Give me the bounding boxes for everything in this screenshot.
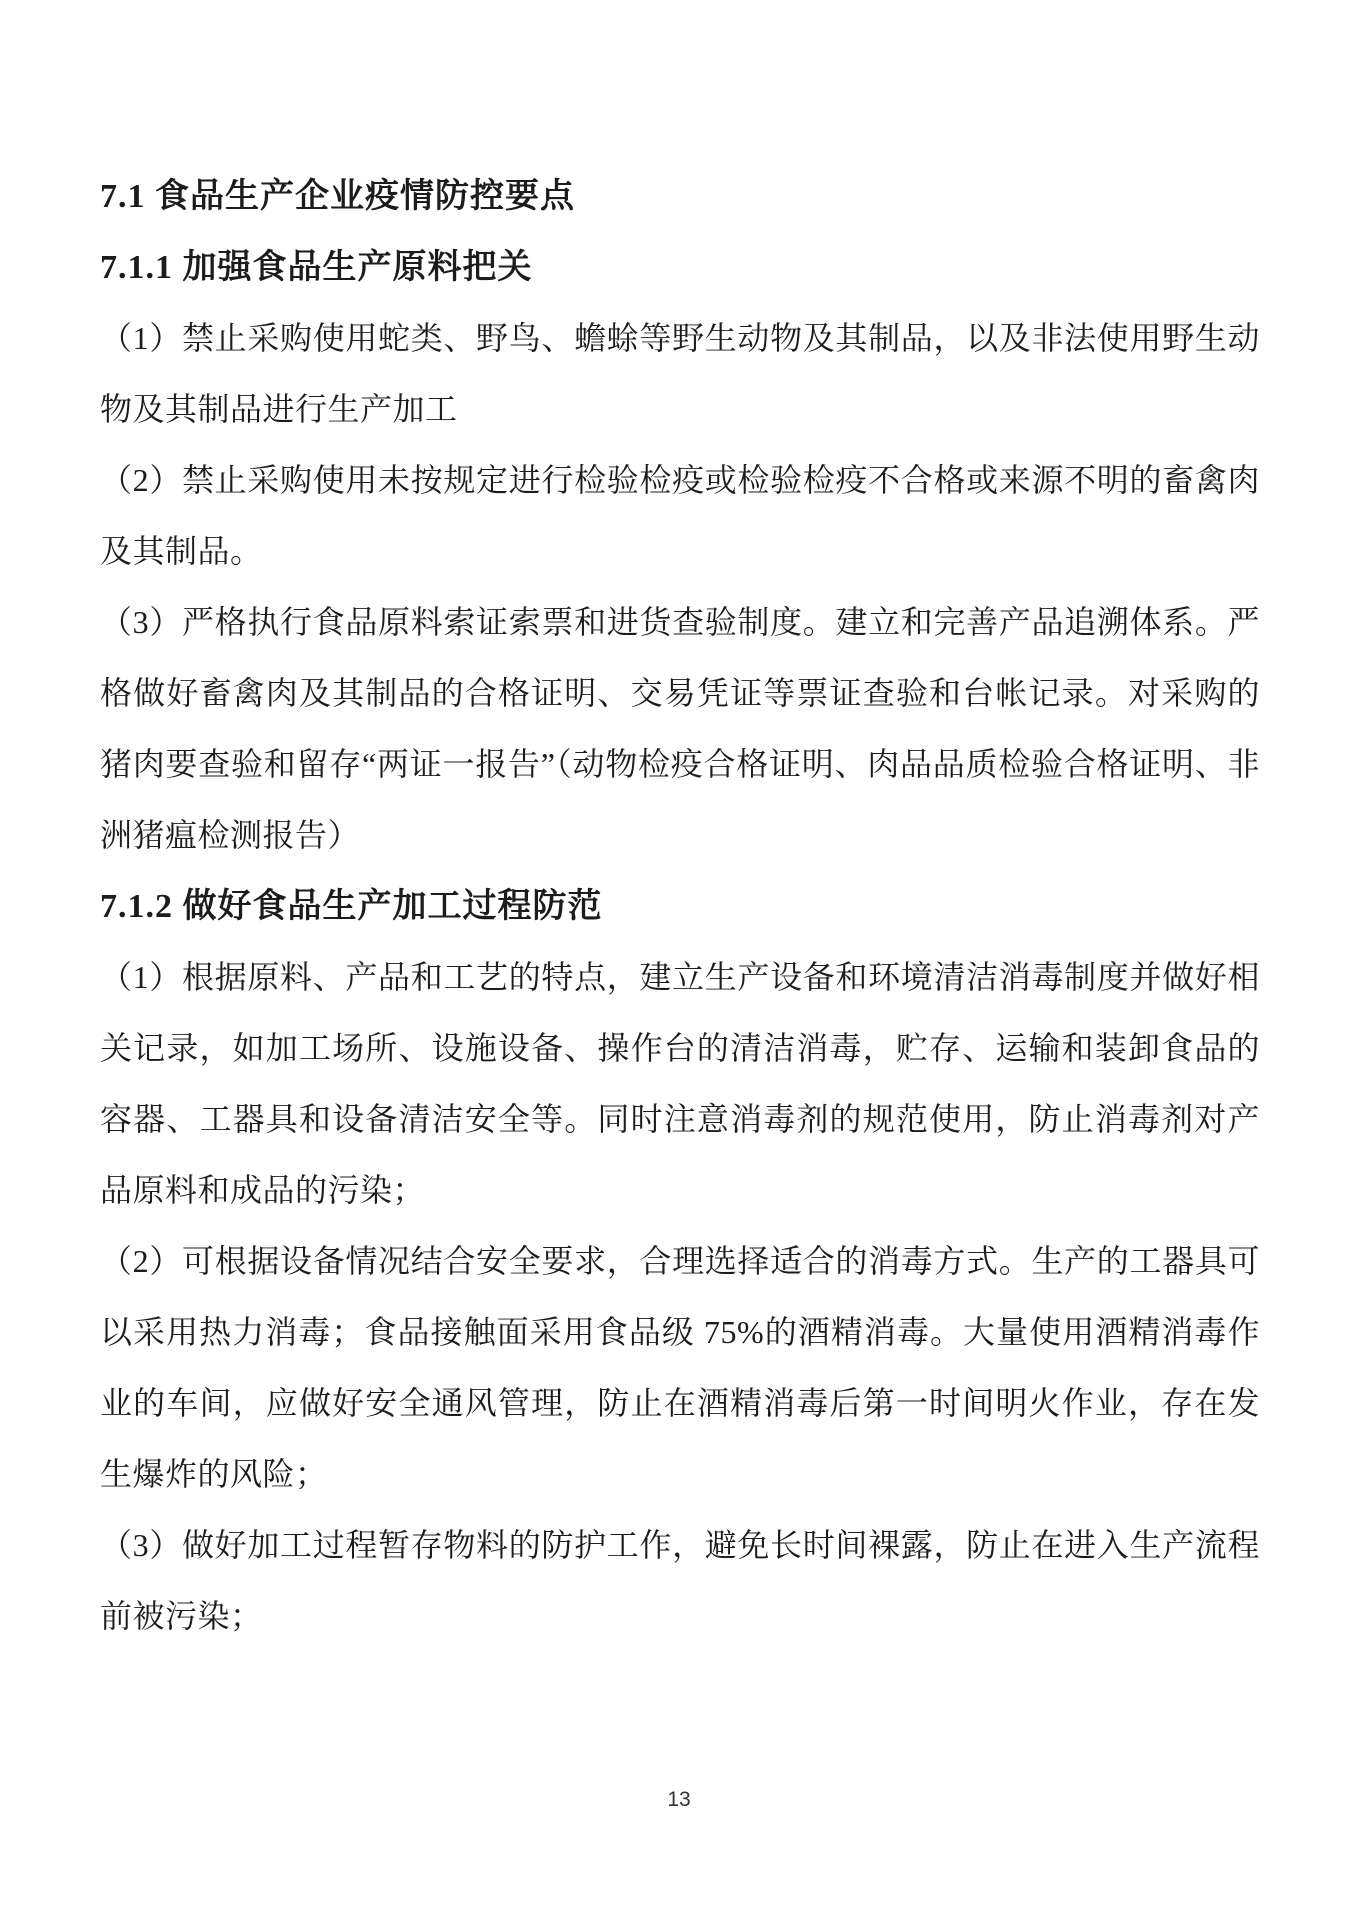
paragraph-process-item-2: （2）可根据设备情况结合安全要求，合理选择适合的消毒方式。生产的工器具可以采用热力消毒；食品接触面采用食品级 75%的酒精消毒。大量使用酒精消毒作业的车间，应做好安全通风管理，防止在酒精消毒后第一时间明火作业，存在发生爆炸的风险； (100, 1243, 1260, 1492)
paragraph-raw-material-item-1: （1）禁止采购使用蛇类、野鸟、蟾蜍等野生动物及其制品，以及非法使用野生动物及其制品进行生产加工 (100, 320, 1260, 427)
paragraph-process-item-1: （1）根据原料、产品和工艺的特点，建立生产设备和环境清洁消毒制度并做好相关记录，如加工场所、设施设备、操作台的清洁消毒，贮存、运输和装卸食品的容器、工器具和设备清洁安全等。同时注意消毒剂的规范使用，防止消毒剂对产品原料和成品的污染； (100, 959, 1260, 1208)
page-number: 13 (667, 1788, 691, 1811)
paragraph-raw-material-item-3: （3）严格执行食品原料索证索票和进货查验制度。建立和完善产品追溯体系。严格做好畜禽肉及其制品的合格证明、交易凭证等票证查验和台帐记录。对采购的猪肉要查验和留存“两证一报告”（动物检疫合格证明、肉品品质检验合格证明、非洲猪瘟检测报告） (100, 604, 1260, 853)
paragraph-raw-material-item-2: （2）禁止采购使用未按规定进行检验检疫或检验检疫不合格或来源不明的畜禽肉及其制品。 (100, 462, 1260, 569)
paragraph-process-item-3: （3）做好加工过程暂存物料的防护工作，避免长时间裸露，防止在进入生产流程前被污染； (100, 1527, 1260, 1634)
page-content (100, 161, 1260, 1652)
section-heading-7-1-1: 7.1.1 加强食品生产原料把关 (100, 249, 533, 286)
section-heading-7-1-2: 7.1.2 做好食品生产加工过程防范 (100, 888, 603, 925)
section-heading-7-1: 7.1 食品生产企业疫情防控要点 (100, 178, 575, 215)
